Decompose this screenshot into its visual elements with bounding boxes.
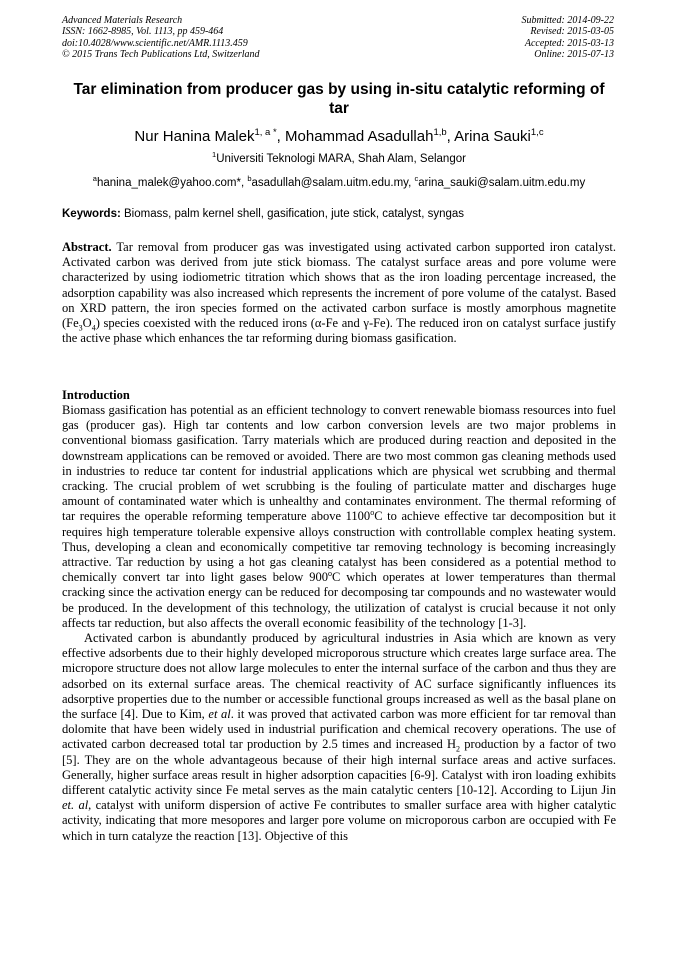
date-revised: Revised: 2015-03-05: [530, 26, 614, 38]
affiliation: [62, 148, 616, 166]
date-online: Online: 2015-07-13: [534, 49, 614, 61]
paragraph-text: production by a factor of two [5]. They are on the whole advantageous because of their high internal surface areas and active surfaces. Generally, higher surface areas result in higher adsorption capacities [6-9]. Catalyst with iron loading exhibits different catalytic activity since Fe metal serves as the main catalytic centers [10-12]. According to Lijun Jin: [62, 737, 616, 798]
email-mark: a: [92, 174, 97, 183]
et-al: et al: [208, 707, 231, 722]
abstract: [62, 240, 616, 346]
email-address: asadullah@salam.uitm.edu.my: [251, 176, 409, 189]
intro-paragraph-2: [62, 631, 616, 844]
paragraph-text: Activated carbon is abundantly produced by agricultural industries in Asia which are known as very effective adsorbents due to their highly developed microporous structure which creates large surface area. The micropore structure does not allow large molecules to enter the internal surface of the carbon and thus they are adsorbed on its external surface areas. The chemical reactivity of AC surface significantly influences its adsorptive properties due to the number or accessible functional groups increased as well as the basal plane on the surface [4]. Due to Kim,: [62, 631, 616, 722]
author-name: Arina Sauki: [454, 128, 531, 145]
author-affiliation-mark: 1, a *: [254, 127, 277, 138]
author-list: Nur Hanina Malek$^{1, a *}$, Mohammad Asadullah$^{1,b}$, Arina Sauki$^{1,c}$: [134, 127, 544, 145]
journal-name: Advanced Materials Research: [62, 15, 183, 26]
introduction-body: [62, 403, 616, 844]
email-address: hanina_malek@yahoo.com*: [96, 176, 241, 189]
author-emails: $^a$hanina_malek@yahoo.com*, $^b$asadullah@salam.uitm.edu.my, $^c$arina_sauki@salam.uitm.edu.my: [92, 174, 586, 189]
keywords-text: Biomass, palm kernel shell, gasification, jute stick, catalyst, syngas: [124, 208, 465, 220]
author-name: Mohammad Asadullah: [285, 128, 434, 145]
journal-issn: ISSN: 1662-8985, Vol. 1113, pp 459-464: [62, 26, 224, 38]
subscript: 4: [91, 323, 96, 333]
paragraph-text: Biomass gasification has potential as an efficient technology to convert renewable biomass resources into fuel gas (producer gas). High tar contents and low carbon conversion levels are two major problems in conventional biomass gasification. Tarry materials which are produced during reaction and deposited in the downstream applications can be removed or avoided. There are two most common gas cleaning methods used in industries to reduce tar content for industrial applications which are physical wet scrubbing and thermal cracking. The crucial problem of wet scrubbing is the fouling of particulate matter and discharges huge amount of contaminated water which is unhealthy and contaminates environment. The thermal reforming of tar requires the operable reforming temperature above 1100: [62, 403, 616, 524]
affiliation-mark: 1: [212, 150, 217, 159]
journal-copyright: © 2015 Trans Tech Publications Ltd, Switzerland: [62, 49, 260, 61]
author-affiliation-mark: 1,b: [433, 127, 447, 138]
degree-mark: o: [370, 508, 375, 518]
paragraph-text: C to achieve effective tar decomposition but it requires high temperature tolerable expensive alloys construction with controllable complex heating system. Thus, developing a clean and economically competitive tar removing technology is becoming increasingly attractive. Tar reduction by using a hot gas cleaning catalyst has been considered as a potential method to chemically convert tar into light gases below 900: [62, 509, 616, 585]
author-name: Nur Hanina Malek: [134, 128, 255, 145]
keywords-label: Keywords:: [62, 208, 121, 220]
paper-title: Tar elimination from producer gas by using in-situ catalytic reforming of tar: [73, 81, 605, 117]
publication-dates: [522, 15, 615, 61]
author-affiliation-mark: 1,c: [530, 127, 544, 138]
paragraph-text: , catalyst with uniform dispersion of active Fe contributes to smaller surface area with higher catalytic activity, indicating that more mesopores and larger pore volume on microporous carbon are occupied with Fe which in turn catalyze the reaction [13]. Objective of this: [62, 798, 616, 843]
date-accepted: Accepted: 2015-03-13: [524, 37, 614, 49]
introduction-heading: Introduction: [62, 388, 130, 402]
abstract-text: O: [82, 316, 92, 331]
abstract-text: Tar removal from producer gas was investigated using activated carbon supported iron catalyst. Activated carbon was derived from jute stick biomass. The catalyst surface areas and pore volume were characterized by using iodiometric titration which shows that as the iron loading percentage increased, the adsorption capability was also increased which represents the increment of pore volume of the catalyst. Based on XRD pattern, the iron species formed on the activated carbon surface is mostly amorphous magnetite (Fe: [62, 240, 617, 331]
paragraph-text: . it was proved that activated carbon was more efficient for tar removal than dolomite that have been widely used in industrial purification and chemical recovery operations. The use of activated carbon decreased total tar production by 2.5 times and increased H: [62, 707, 617, 752]
date-submitted: Submitted: 2014-09-22: [521, 15, 614, 26]
intro-paragraph-1: [62, 403, 616, 631]
abstract-label: Abstract.: [62, 240, 112, 254]
paragraph-text: C which operates at lower temperatures than thermal cracking since the activation energy can be reduced for decomposing tar compounds and no wastewater would be produced. In the development of this technology, the utilization of catalyst is crucial because it not only affects tar reduction, but also affects the overall economic feasibility of the technology [1-3].: [62, 570, 616, 630]
journal-info: [62, 15, 260, 61]
email-mark: b: [247, 174, 252, 183]
et-al: et. al: [62, 798, 89, 813]
subscript: 3: [78, 323, 83, 333]
keywords: [62, 207, 616, 221]
degree-mark: o: [327, 569, 332, 579]
affiliation-text: Universiti Teknologi MARA, Shah Alam, Selangor: [216, 152, 466, 165]
email-mark: c: [414, 174, 419, 183]
abstract-text: ) species coexisted with the reduced irons (α-Fe and γ-Fe). The reduced iron on catalyst surface justify the active phase which enhances the tar reforming during biomass gasification.: [62, 316, 616, 346]
journal-doi: doi:10.4028/www.scientific.net/AMR.1113.459: [62, 37, 248, 49]
subscript: 2: [456, 744, 461, 754]
email-address: arina_sauki@salam.uitm.edu.my: [418, 176, 586, 189]
